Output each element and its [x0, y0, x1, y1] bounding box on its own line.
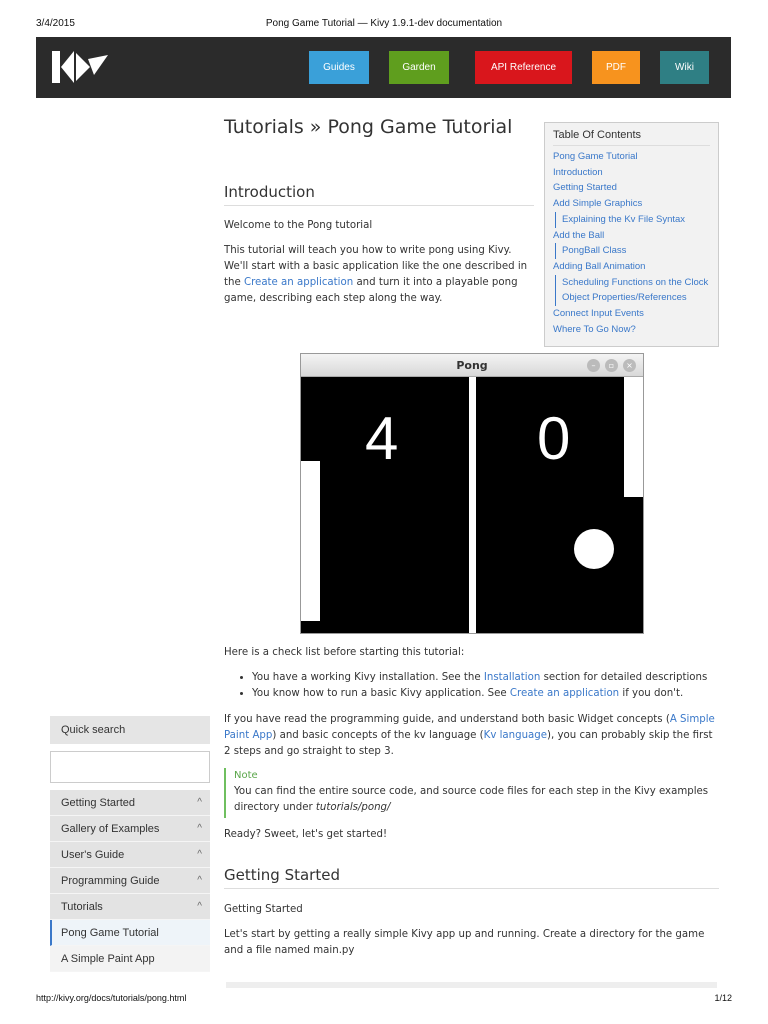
code-block — [226, 982, 717, 988]
minimize-icon: – — [587, 359, 600, 372]
pong-score-right: 0 — [537, 405, 571, 472]
pong-titlebar — [301, 354, 643, 377]
checklist-text: section for detailed descriptions — [540, 672, 708, 683]
toc-link[interactable]: Introduction — [553, 166, 603, 178]
sidebar-item-label: Tutorials — [61, 901, 103, 913]
nav-button-api-reference[interactable]: API Reference — [475, 51, 572, 84]
note-path: tutorials/pong/ — [315, 802, 391, 813]
ready-text: Ready? Sweet, let's get started! — [224, 829, 388, 840]
close-icon: × — [623, 359, 636, 372]
kv-language-link[interactable]: Kv language — [483, 730, 548, 741]
toc-link[interactable]: Scheduling Functions on the Clock — [555, 275, 710, 291]
getting-started-subheading: Getting Started — [224, 904, 303, 915]
pong-window-screenshot — [300, 353, 644, 634]
print-header — [0, 0, 768, 36]
print-date: 3/4/2015 — [36, 18, 75, 29]
search-input[interactable] — [50, 751, 210, 783]
pong-paddle-right — [624, 377, 643, 497]
toc-link[interactable]: PongBall Class — [555, 243, 710, 259]
maximize-icon: ▫ — [605, 359, 618, 372]
heading-rule — [224, 205, 534, 206]
sidebar-item-a-simple-paint-app[interactable] — [50, 946, 210, 972]
nav-button-pdf[interactable]: PDF — [592, 51, 640, 84]
pong-ball — [574, 529, 614, 569]
guide-paragraph — [224, 712, 719, 760]
sidebar-item-label: A Simple Paint App — [61, 953, 155, 965]
chevron-up-icon[interactable]: ^ — [197, 823, 202, 834]
pong-window-title: Pong — [456, 359, 488, 372]
chevron-up-icon[interactable]: ^ — [197, 797, 202, 808]
sidebar-item-tutorials[interactable] — [50, 894, 210, 920]
checklist-text: You know how to run a basic Kivy application. See — [252, 688, 510, 699]
toc-link[interactable]: Adding Ball Animation — [553, 260, 646, 272]
sidebar-item-programming-guide[interactable] — [50, 868, 210, 894]
checklist-link[interactable]: Installation — [483, 672, 541, 683]
quick-search-label: Quick search — [50, 716, 210, 744]
sidebar-item-gallery-of-examples[interactable] — [50, 816, 210, 842]
checklist-item — [252, 670, 720, 686]
toc-link[interactable]: Getting Started — [553, 182, 617, 194]
guide-text-b: ) and basic concepts of the kv language ( — [272, 730, 484, 741]
create-application-link[interactable]: Create an application — [243, 277, 354, 288]
sidebar-item-label: User's Guide — [61, 849, 125, 861]
chevron-up-icon[interactable]: ^ — [197, 849, 202, 860]
nav-button-garden[interactable]: Garden — [389, 51, 449, 84]
checklist-intro: Here is a check list before starting this tutorial: — [224, 647, 465, 658]
pong-score-left: 4 — [365, 405, 399, 472]
page-title: Tutorials » Pong Game Tutorial — [224, 116, 513, 138]
introduction-heading: Introduction — [224, 183, 315, 201]
checklist-text: if you don't. — [619, 688, 684, 699]
welcome-text: Welcome to the Pong tutorial — [224, 220, 373, 231]
chevron-up-icon[interactable]: ^ — [197, 875, 202, 886]
checklist-text: You have a working Kivy installation. See the — [252, 672, 484, 683]
note-body — [234, 784, 719, 816]
print-page-number: 1/12 — [714, 993, 732, 1003]
intro-paragraph — [224, 243, 534, 307]
pong-center-net — [469, 377, 476, 633]
checklist-item — [252, 686, 720, 702]
toc-link[interactable]: Explaining the Kv File Syntax — [555, 212, 710, 228]
table-of-contents — [544, 122, 719, 347]
sidebar-item-label: Getting Started — [61, 797, 135, 809]
intro-text-b: and turn it into a playable pong game, describing each step along the way. — [224, 277, 518, 304]
note-text: You can find the entire source code, and source code files for each step in the Kivy examples directory under — [234, 786, 709, 813]
toc-link[interactable]: Pong Game Tutorial — [553, 151, 638, 162]
sidebar-menu — [50, 790, 210, 972]
toc-link[interactable]: Add the Ball — [553, 229, 605, 241]
top-nav-bar — [36, 37, 731, 98]
guide-text-c: ), you can probably skip the first 2 steps and go straight to step 3. — [224, 730, 713, 757]
note-title: Note — [234, 770, 258, 781]
nav-button-wiki[interactable]: Wiki — [660, 51, 709, 84]
sidebar-item-label: Pong Game Tutorial — [61, 927, 159, 939]
sidebar-item-pong-game-tutorial[interactable] — [50, 920, 210, 946]
chevron-up-icon[interactable]: ^ — [197, 901, 202, 912]
kivy-logo-icon[interactable] — [50, 49, 110, 85]
getting-started-heading: Getting Started — [224, 866, 340, 884]
toc-link[interactable]: Add Simple Graphics — [553, 198, 643, 210]
nav-button-guides[interactable]: Guides — [309, 51, 369, 84]
toc-link[interactable]: Connect Input Events — [553, 308, 644, 320]
pong-paddle-left — [301, 461, 320, 621]
checklist-link[interactable]: Create an application — [509, 688, 620, 699]
note-box — [224, 768, 719, 818]
checklist — [240, 670, 720, 702]
toc-link[interactable]: Object Properties/References — [555, 290, 710, 306]
print-title: Pong Game Tutorial — Kivy 1.9.1-dev documentation — [265, 18, 503, 29]
getting-started-paragraph: Let's start by getting a really simple Kivy app up and running. Create a directory for the game and a file named main.py — [224, 929, 705, 956]
sidebar-item-getting-started[interactable] — [50, 790, 210, 816]
print-url: http://kivy.org/docs/tutorials/pong.html — [36, 993, 187, 1003]
sidebar-item-user-s-guide[interactable] — [50, 842, 210, 868]
heading-rule — [224, 888, 719, 889]
simple-paint-app-link[interactable]: A Simple Paint App — [224, 714, 715, 741]
intro-text-a: This tutorial will teach you how to write pong using Kivy. We'll start with a basic application like the one described in the — [224, 245, 528, 288]
toc-title: Table Of Contents — [553, 129, 710, 146]
sidebar-item-label: Gallery of Examples — [61, 823, 160, 835]
toc-link[interactable]: Where To Go Now? — [553, 323, 636, 335]
guide-text-a: If you have read the programming guide, and understand both basic Widget concepts ( — [224, 714, 670, 725]
sidebar-item-label: Programming Guide — [61, 875, 160, 887]
